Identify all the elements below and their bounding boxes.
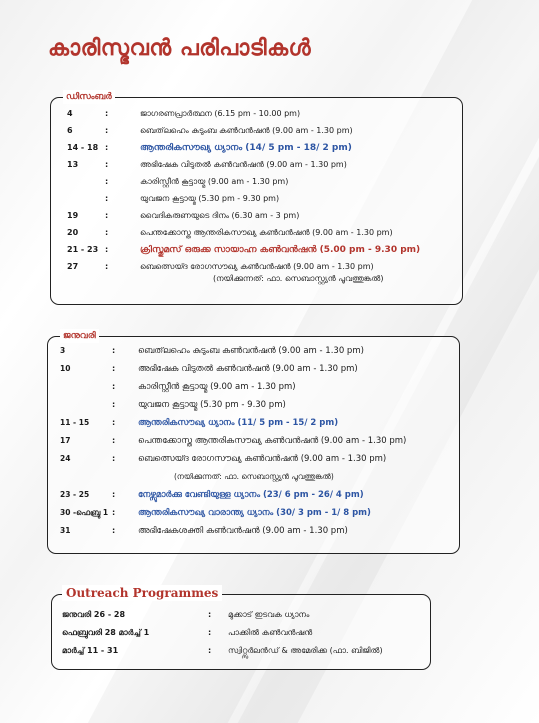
schedule-row	[60, 343, 455, 359]
event-description: ആന്തരികസൗഖ്യ ധ്യാനം (14/ 5 pm - 18/ 2 pm)	[140, 143, 352, 153]
event-date: മാർച്ച് 11 - 31	[62, 646, 119, 655]
event-description: നേഴ്സുമാർക്കു വേണ്ടിയുള്ള ധ്യാനം (23/ 6 pm - 26/ 4 pm)	[138, 490, 364, 500]
schedule-row	[67, 242, 457, 258]
schedule-row	[60, 361, 455, 377]
separator: :	[112, 436, 116, 445]
schedule-row	[60, 505, 455, 521]
separator: :	[112, 508, 116, 517]
schedule-row	[67, 157, 457, 173]
schedule-row	[62, 625, 427, 641]
schedule-row	[60, 379, 455, 395]
event-date: 23 - 25	[60, 490, 90, 499]
separator: :	[208, 628, 212, 637]
schedule-row	[67, 191, 457, 207]
event-description: ജാഗരണപ്രാർത്ഥന (6.15 pm - 10.00 pm)	[140, 109, 301, 118]
separator: :	[112, 490, 116, 499]
schedule-row	[60, 433, 455, 449]
schedule-row	[67, 208, 457, 224]
schedule-row	[60, 397, 455, 413]
january-label: ജനുവരി	[60, 329, 99, 343]
event-date: 14 - 18	[67, 143, 99, 152]
december-note: (നയിക്കുന്നത്: ഫാ. സെബാസ്റ്റ്യൻ പൂവത്തുങ്കൽ)	[213, 274, 384, 283]
event-description: പെന്തക്കോസ്ത ആന്തരികസൗഖ്യ കൺവൻഷൻ (9.00 am - 1.30 pm)	[140, 228, 393, 237]
event-date: 31	[60, 526, 71, 535]
event-date: 11 - 15	[60, 418, 90, 427]
schedule-row	[62, 607, 427, 623]
event-description: ബെത്‌ലഹെം കുടുംബ കൺവൻഷൻ (9.00 am - 1.30 pm)	[138, 346, 364, 356]
event-description: പാക്കിൽ കൺവൻഷൻ	[228, 628, 313, 637]
schedule-row	[67, 140, 457, 156]
separator: :	[105, 143, 109, 152]
separator: :	[105, 109, 109, 118]
separator: :	[105, 160, 109, 169]
schedule-row	[67, 259, 457, 275]
event-description: യുവജന കൂട്ടായ്മ (5.30 pm - 9.30 pm)	[140, 194, 280, 203]
schedule-row	[60, 415, 455, 431]
page-title: കാരിസ്ഭവൻ പരിപാടികൾ	[48, 36, 312, 61]
separator: :	[112, 526, 116, 535]
event-date: 17	[60, 436, 71, 445]
event-description: ക്രിസ്തുമസ് ഒരുക്ക സായാഹ്ന കൺവൻഷൻ (5.00 pm - 9.30 pm)	[140, 245, 421, 255]
event-description: ആന്തരികസൗഖ്യ ധ്യാനം (11/ 5 pm - 15/ 2 pm)	[138, 418, 339, 428]
event-date: 27	[67, 262, 79, 271]
event-description: പെന്തക്കോസ്ത ആന്തരികസൗഖ്യ കൺവൻഷൻ (9.00 am - 1.30 pm)	[138, 436, 407, 446]
schedule-row	[67, 123, 457, 139]
event-date: 6	[67, 126, 73, 135]
separator: :	[105, 262, 109, 271]
separator: :	[208, 610, 212, 619]
event-description: അഭിഷേക വിടുതൽ കൺവൻഷൻ (9.00 am - 1.30 pm)	[140, 160, 347, 169]
event-description: കാരിസ്റ്റീൻ കൂട്ടായ്മ (9.00 am - 1.30 pm)	[138, 382, 296, 392]
december-label: ഡിസംബർ	[63, 90, 115, 104]
schedule-row	[67, 225, 457, 241]
separator: :	[112, 382, 116, 391]
event-description: കാരിസ്റ്റീൻ കൂട്ടായ്മ (9.00 am - 1.30 pm)	[140, 177, 289, 186]
schedule-row	[62, 643, 427, 659]
outreach-box	[51, 586, 431, 670]
schedule-row	[60, 487, 455, 503]
separator: :	[105, 211, 109, 220]
separator: :	[112, 400, 116, 409]
separator: :	[105, 228, 109, 237]
event-date: 20	[67, 228, 79, 237]
event-date: 4	[67, 109, 73, 118]
event-description: അഭിഷേകശക്തി കൺവൻഷൻ (9.00 am - 1.30 pm)	[138, 526, 348, 536]
separator: :	[112, 454, 116, 463]
event-date: ജനുവരി 26 - 28	[62, 610, 126, 619]
event-description: വൈദികരുണയുടെ ദിനം (6.30 am - 3 pm)	[140, 211, 300, 220]
event-date: 10	[60, 364, 71, 373]
event-date: 24	[60, 454, 71, 463]
event-description: (നയിക്കുന്നത്: ഫാ. സെബാസ്റ്റ്യൻ പൂവത്തുങ്കൽ)	[174, 472, 334, 481]
event-date: 30 -ഫെബ്രു 1	[60, 508, 109, 517]
event-description: അഭിഷേക വിടുതൽ കൺവൻഷൻ (9.00 am - 1.30 pm)	[138, 364, 358, 374]
separator: :	[208, 646, 212, 655]
schedule-row	[60, 469, 455, 485]
separator: :	[112, 346, 116, 355]
separator: :	[112, 364, 116, 373]
schedule-row	[67, 106, 457, 122]
event-description: ബെത്സെയ്ദ രോഗസൗഖ്യ കൺവൻഷൻ (9.00 am - 1.30 pm)	[138, 454, 387, 464]
event-description: മുക്കാട് ഇടവക ധ്യാനം	[228, 610, 310, 619]
schedule-row	[67, 174, 457, 190]
outreach-label: Outreach Programmes	[62, 585, 222, 601]
schedule-row	[60, 523, 455, 539]
schedule-row	[60, 451, 455, 467]
event-description: സ്വിറ്റ്സർലൻഡ് & അമേരിക്ക (ഫാ. ബിജിൽ)	[228, 646, 383, 655]
event-date: ഫെബ്രുവരി 28 മാർച്ച് 1	[62, 628, 150, 637]
event-description: ബെത്സെയ്ദ രോഗസൗഖ്യ കൺവൻഷൻ (9.00 am - 1.30 pm)	[140, 262, 374, 271]
event-date: 21 - 23	[67, 245, 99, 254]
separator: :	[112, 418, 116, 427]
event-description: യുവജന കൂട്ടായ്മ (5.30 pm - 9.30 pm)	[138, 400, 286, 410]
event-description: ബെത്‌ലഹെം കുടുംബ കൺവൻഷൻ (9.00 am - 1.30 pm)	[140, 126, 353, 135]
event-date: 19	[67, 211, 79, 220]
separator: :	[105, 245, 109, 254]
event-date: 3	[60, 346, 66, 355]
january-box	[47, 331, 460, 554]
separator: :	[105, 194, 109, 203]
separator: :	[105, 126, 109, 135]
event-date: 13	[67, 160, 79, 169]
event-description: ആന്തരികസൗഖ്യ വാരാന്ത്യ ധ്യാനം (30/ 3 pm - 1/ 8 pm)	[138, 508, 371, 518]
december-box	[50, 92, 463, 305]
separator: :	[105, 177, 109, 186]
